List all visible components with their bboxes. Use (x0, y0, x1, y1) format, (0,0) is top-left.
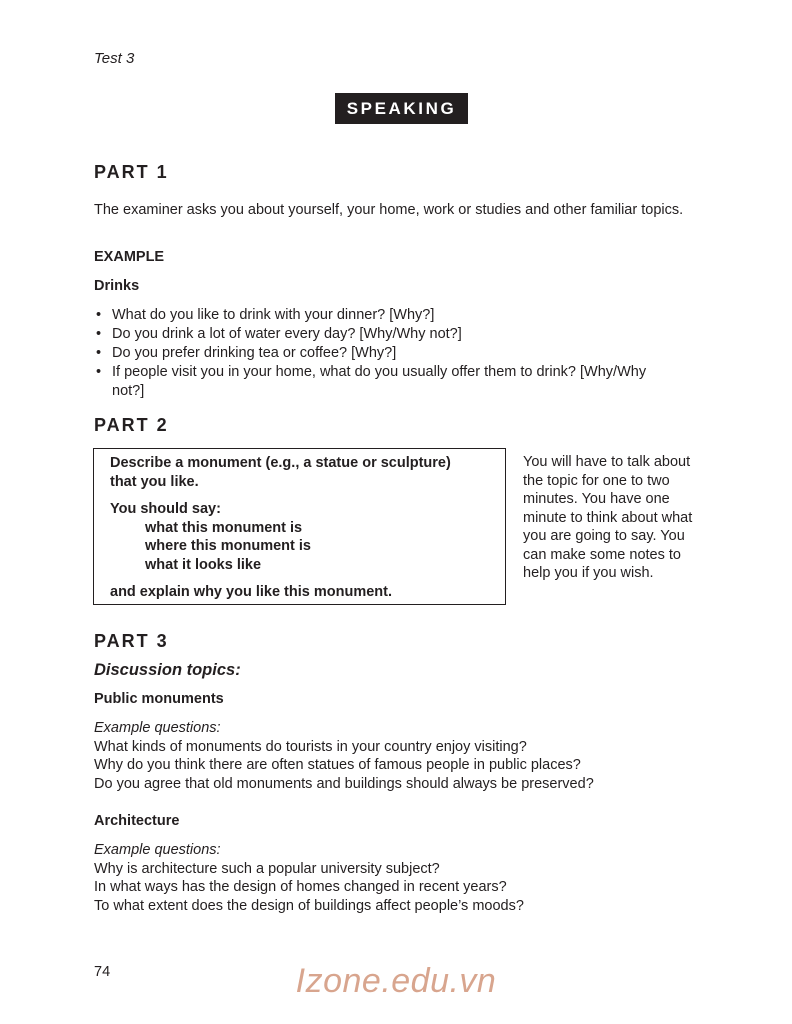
cue-card-should-say: You should say: (110, 501, 221, 517)
page-number: 74 (94, 964, 111, 980)
cue-card-point: where this monument is (145, 538, 311, 554)
part2-instructions: You will have to talk about the topic for one to two minutes. You have one minute to think about what you are going to say. You can make some notes to help you if you wish. (523, 454, 693, 581)
bullet-icon: • (96, 364, 102, 380)
question-text: What kinds of monuments do tourists in your country enjoy visiting? (94, 738, 527, 755)
list-item (94, 344, 694, 363)
cue-card-closing: and explain why you like this monument. (110, 584, 392, 600)
part3-heading: PART 3 (94, 631, 169, 651)
cue-card-point: what it looks like (145, 556, 262, 573)
example-questions-label: Example questions: (94, 720, 221, 736)
section-title-speaking: SPEAKING (335, 93, 468, 124)
list-item (94, 363, 652, 401)
bullet-icon: • (96, 307, 102, 323)
list-item (94, 306, 694, 325)
question-text: What do you like to drink with your dinner? [Why?] (112, 307, 435, 323)
bullet-icon: • (96, 345, 102, 361)
question-text: If people visit you in your home, what do you usually offer them to drink? [Why/Why not?] (112, 364, 647, 399)
topic-title-architecture: Architecture (94, 813, 180, 829)
part1-question-list (94, 306, 694, 401)
question-text: Do you agree that old monuments and buildings should always be preserved? (94, 775, 594, 792)
question-text: To what extent does the design of buildings affect people’s moods? (94, 897, 524, 914)
cue-card-prompt-line2: that you like. (110, 473, 199, 490)
example-questions-label: Example questions: (94, 842, 221, 858)
topic-questions-public-monuments (94, 719, 714, 793)
cue-card (93, 448, 506, 605)
part1-heading: PART 1 (94, 162, 169, 182)
question-text: Do you prefer drinking tea or coffee? [Why?] (112, 345, 397, 361)
part1-intro: The examiner asks you about yourself, your home, work or studies and other familiar topics. (94, 202, 684, 218)
discussion-topics-label: Discussion topics: (94, 661, 241, 679)
question-text: Why do you think there are often statues of famous people in public places? (94, 757, 581, 773)
question-text: Do you drink a lot of water every day? [Why/Why not?] (112, 326, 462, 342)
cue-card-point: what this monument is (145, 519, 303, 536)
watermark: Izone.edu.vn (295, 962, 497, 1000)
part1-example-label: EXAMPLE (94, 249, 165, 265)
question-text: In what ways has the design of homes changed in recent years? (94, 879, 507, 895)
list-item (94, 325, 694, 344)
bullet-icon: • (96, 326, 102, 342)
part2-heading: PART 2 (94, 415, 169, 435)
topic-questions-architecture (94, 841, 714, 915)
question-text: Why is architecture such a popular university subject? (94, 860, 440, 877)
test-label: Test 3 (94, 50, 135, 67)
part1-topic: Drinks (94, 278, 140, 294)
cue-card-prompt-line1: Describe a monument (e.g., a statue or sculpture) (110, 455, 451, 471)
topic-title-public-monuments: Public monuments (94, 691, 224, 707)
